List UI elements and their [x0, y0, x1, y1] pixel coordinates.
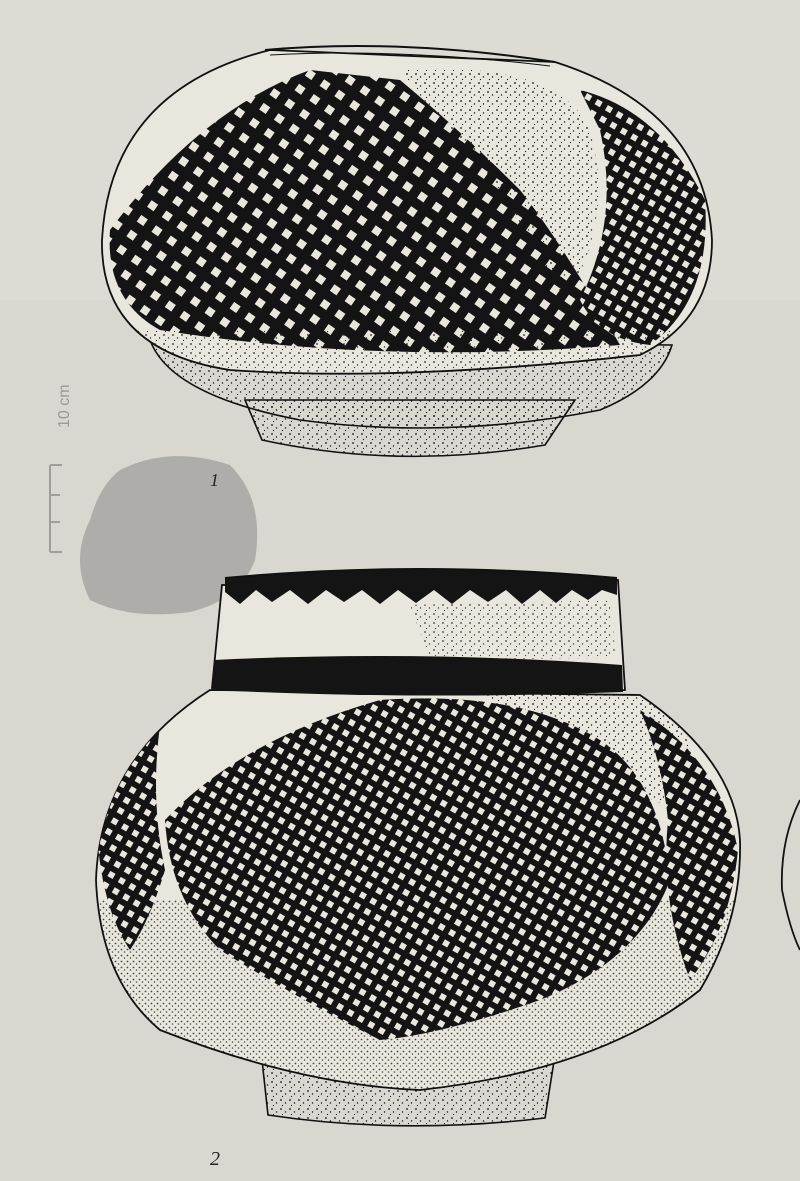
scale-bar-label: 10 cm — [56, 384, 73, 428]
figure-label-2: 2 — [210, 1148, 220, 1170]
figure-label-1: 1 — [210, 470, 219, 490]
